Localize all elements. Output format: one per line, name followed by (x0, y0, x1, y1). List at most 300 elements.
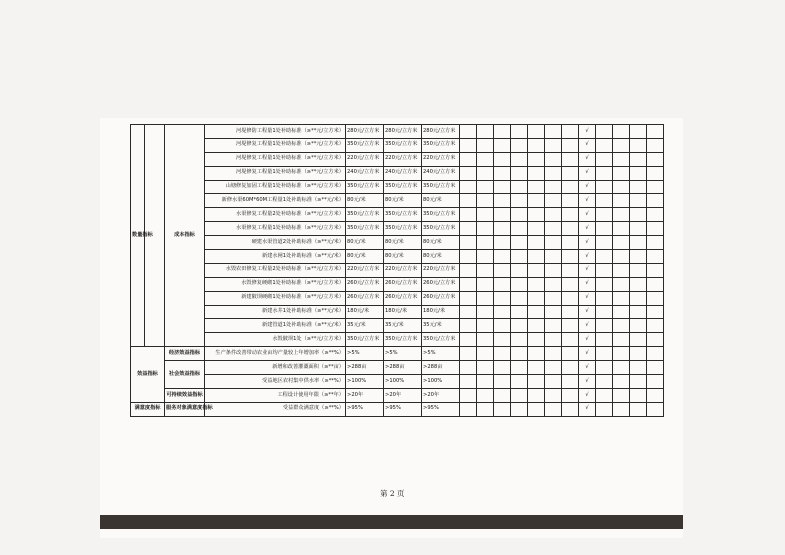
empty-cell (630, 361, 647, 375)
check-mark: √ (579, 236, 596, 250)
satisfaction-level2-label: 服务对象满意度指标 (165, 402, 205, 416)
empty-cell (647, 388, 664, 402)
empty-cell (647, 138, 664, 152)
empty-cell (494, 125, 511, 139)
indicator-name: 新建陂坝硬砌1处补助标准（≥**元/立方米） (205, 291, 346, 305)
empty-cell (596, 125, 613, 139)
empty-cell (460, 305, 477, 319)
empty-cell (460, 236, 477, 250)
empty-cell (511, 361, 528, 375)
actual-value: >288亩 (384, 361, 422, 375)
result-value: 80元/米 (422, 194, 460, 208)
empty-cell (477, 222, 494, 236)
empty-cell (511, 319, 528, 333)
empty-cell (528, 222, 545, 236)
empty-cell (613, 194, 630, 208)
check-mark: √ (579, 194, 596, 208)
empty-cell (460, 208, 477, 222)
empty-cell (494, 277, 511, 291)
empty-cell (596, 333, 613, 347)
empty-cell (545, 291, 562, 305)
target-value: 80元/米 (346, 250, 384, 264)
indicator-name: 受益群众满意度（≥**%） (205, 402, 346, 416)
actual-value: 350元/立方米 (384, 222, 422, 236)
empty-cell (562, 305, 579, 319)
empty-cell (460, 138, 477, 152)
table-row (131, 152, 664, 166)
empty-cell (545, 138, 562, 152)
empty-cell (647, 305, 664, 319)
check-mark: √ (579, 388, 596, 402)
empty-cell (528, 402, 545, 416)
actual-value: 350元/立方米 (384, 333, 422, 347)
empty-cell (494, 388, 511, 402)
empty-cell (528, 291, 545, 305)
empty-cell (511, 277, 528, 291)
table-row (131, 166, 664, 180)
empty-cell (630, 222, 647, 236)
empty-cell (511, 333, 528, 347)
empty-cell (647, 333, 664, 347)
empty-cell (477, 305, 494, 319)
actual-value: 80元/米 (384, 236, 422, 250)
empty-cell (630, 263, 647, 277)
empty-cell (460, 347, 477, 361)
actual-value: 260元/立方米 (384, 277, 422, 291)
empty-cell (596, 263, 613, 277)
empty-cell (613, 250, 630, 264)
empty-cell (596, 138, 613, 152)
actual-value: 80元/米 (384, 250, 422, 264)
empty-cell (596, 347, 613, 361)
empty-cell (630, 388, 647, 402)
empty-cell (545, 194, 562, 208)
check-mark: √ (579, 138, 596, 152)
empty-cell (613, 180, 630, 194)
empty-cell (596, 250, 613, 264)
check-mark: √ (579, 208, 596, 222)
empty-cell (511, 194, 528, 208)
empty-cell (511, 250, 528, 264)
actual-value: >100% (384, 375, 422, 389)
empty-cell (460, 152, 477, 166)
empty-cell (545, 263, 562, 277)
empty-cell (562, 347, 579, 361)
empty-cell (528, 347, 545, 361)
indicator-name: 水毁修复硬砌1处补助标准（≥**元/立方米） (205, 277, 346, 291)
empty-cell (494, 361, 511, 375)
empty-cell (596, 152, 613, 166)
empty-cell (477, 208, 494, 222)
empty-cell (647, 125, 664, 139)
empty-cell (630, 333, 647, 347)
check-mark: √ (579, 277, 596, 291)
empty-cell (630, 305, 647, 319)
empty-cell (460, 375, 477, 389)
empty-cell (528, 277, 545, 291)
empty-cell (460, 222, 477, 236)
empty-cell (511, 291, 528, 305)
empty-cell (477, 333, 494, 347)
empty-cell (477, 166, 494, 180)
indicator-name: 新建水闸1处补助标准（≥**元/米） (205, 250, 346, 264)
empty-cell (477, 152, 494, 166)
result-value: >20年 (422, 388, 460, 402)
empty-cell (647, 291, 664, 305)
empty-cell (460, 361, 477, 375)
actual-value: 280元/立方米 (384, 125, 422, 139)
table-row (131, 222, 664, 236)
result-value: >100% (422, 375, 460, 389)
table-row (131, 375, 664, 389)
indicator-name: 水渠修复工程量2处补助标准（≥**元/立方米） (205, 208, 346, 222)
empty-cell (613, 375, 630, 389)
table-row (131, 319, 664, 333)
empty-cell (562, 333, 579, 347)
empty-cell (494, 347, 511, 361)
result-value: 260元/立方米 (422, 277, 460, 291)
empty-cell (494, 194, 511, 208)
empty-cell (528, 236, 545, 250)
empty-cell (596, 194, 613, 208)
empty-cell (613, 166, 630, 180)
empty-cell (477, 291, 494, 305)
empty-cell (613, 263, 630, 277)
table-row (131, 194, 664, 208)
empty-cell (647, 222, 664, 236)
result-value: 350元/立方米 (422, 138, 460, 152)
table-row (131, 125, 664, 139)
empty-cell (596, 180, 613, 194)
empty-cell (528, 180, 545, 194)
empty-cell (630, 152, 647, 166)
empty-cell (494, 222, 511, 236)
empty-cell (528, 305, 545, 319)
empty-cell (596, 222, 613, 236)
empty-cell (460, 291, 477, 305)
empty-cell (477, 263, 494, 277)
empty-cell (562, 138, 579, 152)
target-value: 260元/立方米 (346, 277, 384, 291)
check-mark: √ (579, 180, 596, 194)
indicator-name: 河堤修复工程量1处补助标准（≥**元/立方米） (205, 138, 346, 152)
indicator-name: 水毁陂坝1处（≥**元/立方米） (205, 333, 346, 347)
empty-cell (562, 388, 579, 402)
indicator-name: 硬建水渠管道2处补助标准（≥**元/米） (205, 236, 346, 250)
target-value: 240元/立方米 (346, 166, 384, 180)
social-benefit-label: 社会效益指标 (165, 361, 205, 389)
empty-cell (630, 402, 647, 416)
empty-cell (630, 319, 647, 333)
empty-cell (647, 347, 664, 361)
empty-cell (647, 236, 664, 250)
empty-cell (545, 222, 562, 236)
table-row (131, 305, 664, 319)
check-mark: √ (579, 305, 596, 319)
check-mark: √ (579, 250, 596, 264)
indicator-name: 水毁农田修复工程量2处补助标准（≥**元/立方米） (205, 263, 346, 277)
indicator-name: 山塘修复加固工程量1处补助标准（≥**元/立方米） (205, 180, 346, 194)
empty-cell (511, 208, 528, 222)
empty-cell (596, 305, 613, 319)
table-row (131, 138, 664, 152)
empty-cell (477, 250, 494, 264)
empty-cell (562, 319, 579, 333)
empty-cell (511, 388, 528, 402)
table-row (131, 208, 664, 222)
table-row (131, 291, 664, 305)
empty-cell (562, 402, 579, 416)
target-value: 260元/立方米 (346, 291, 384, 305)
empty-cell (630, 138, 647, 152)
table-row (131, 388, 664, 402)
actual-value: 80元/米 (384, 194, 422, 208)
result-value: >288亩 (422, 361, 460, 375)
empty-cell (630, 347, 647, 361)
empty-cell (477, 375, 494, 389)
target-value: 80元/米 (346, 194, 384, 208)
target-value: >5% (346, 347, 384, 361)
target-value: >20年 (346, 388, 384, 402)
check-mark: √ (579, 375, 596, 389)
empty-cell (528, 388, 545, 402)
target-value: 35元/米 (346, 319, 384, 333)
empty-cell (494, 263, 511, 277)
actual-value: >20年 (384, 388, 422, 402)
result-value: 260元/立方米 (422, 291, 460, 305)
empty-cell (545, 347, 562, 361)
result-value: 280元/立方米 (422, 125, 460, 139)
sustainability-label: 可持续效益指标 (165, 388, 205, 402)
empty-cell (477, 138, 494, 152)
target-value: 350元/立方米 (346, 138, 384, 152)
indicator-name: 受益地区农村集中供水率（≥**%） (205, 375, 346, 389)
actual-value: 180元/米 (384, 305, 422, 319)
empty-cell (613, 208, 630, 222)
empty-cell (511, 222, 528, 236)
empty-cell (630, 277, 647, 291)
check-mark: √ (579, 291, 596, 305)
empty-cell (630, 166, 647, 180)
result-value: 350元/立方米 (422, 208, 460, 222)
actual-value: >95% (384, 402, 422, 416)
target-value: 220元/立方米 (346, 263, 384, 277)
empty-cell (613, 305, 630, 319)
target-value: 350元/立方米 (346, 222, 384, 236)
empty-cell (562, 152, 579, 166)
indicator-name: 河堤修复工程量1处补助标准（≥**元/立方米） (205, 166, 346, 180)
result-value: 220元/立方米 (422, 263, 460, 277)
empty-cell (630, 125, 647, 139)
empty-cell (562, 180, 579, 194)
actual-value: 350元/立方米 (384, 208, 422, 222)
empty-cell (528, 125, 545, 139)
empty-cell (647, 361, 664, 375)
empty-cell (528, 375, 545, 389)
empty-cell (494, 236, 511, 250)
empty-cell (613, 333, 630, 347)
empty-cell (630, 194, 647, 208)
empty-cell (613, 347, 630, 361)
empty-cell (460, 125, 477, 139)
check-mark: √ (579, 222, 596, 236)
empty-cell (528, 194, 545, 208)
empty-cell (460, 402, 477, 416)
empty-cell (460, 194, 477, 208)
table-row (131, 277, 664, 291)
table-row (131, 347, 664, 361)
target-value: 350元/立方米 (346, 180, 384, 194)
empty-cell (613, 291, 630, 305)
actual-value: 350元/立方米 (384, 138, 422, 152)
empty-cell (460, 319, 477, 333)
empty-cell (562, 375, 579, 389)
empty-cell (630, 291, 647, 305)
empty-cell (545, 388, 562, 402)
empty-cell (477, 402, 494, 416)
table-row (131, 402, 664, 416)
empty-cell (596, 319, 613, 333)
empty-cell (613, 361, 630, 375)
empty-cell (460, 166, 477, 180)
empty-cell (596, 208, 613, 222)
empty-cell (511, 375, 528, 389)
check-mark: √ (579, 402, 596, 416)
empty-cell (477, 277, 494, 291)
empty-cell (613, 138, 630, 152)
empty-cell (528, 250, 545, 264)
empty-cell (647, 375, 664, 389)
target-value: >100% (346, 375, 384, 389)
empty-cell (460, 180, 477, 194)
empty-cell (477, 361, 494, 375)
level2-cost-label: 成本指标 (165, 125, 205, 347)
empty-cell (494, 166, 511, 180)
empty-cell (477, 125, 494, 139)
table-row (131, 361, 664, 375)
empty-cell (545, 319, 562, 333)
actual-value: 35元/米 (384, 319, 422, 333)
empty-cell (562, 166, 579, 180)
empty-cell (494, 291, 511, 305)
indicator-name: 河堤修防工程量1处补助标准（≥**元/立方米） (205, 125, 346, 139)
level1-output-label: 数量指标 (131, 125, 145, 347)
table-row (131, 180, 664, 194)
empty-cell (545, 236, 562, 250)
performance-indicator-table (130, 124, 664, 417)
empty-cell (613, 152, 630, 166)
result-value: >95% (422, 402, 460, 416)
result-value: 35元/米 (422, 319, 460, 333)
empty-cell (545, 250, 562, 264)
target-value: 220元/立方米 (346, 152, 384, 166)
actual-value: 350元/立方米 (384, 180, 422, 194)
empty-cell (545, 208, 562, 222)
empty-cell (647, 263, 664, 277)
check-mark: √ (579, 333, 596, 347)
empty-cell (528, 166, 545, 180)
actual-value: 220元/立方米 (384, 263, 422, 277)
empty-cell (494, 375, 511, 389)
empty-cell (545, 402, 562, 416)
empty-cell (613, 236, 630, 250)
empty-cell (528, 138, 545, 152)
table-row (131, 236, 664, 250)
empty-cell (596, 361, 613, 375)
empty-cell (460, 250, 477, 264)
empty-cell (511, 305, 528, 319)
empty-cell (562, 277, 579, 291)
empty-cell (613, 277, 630, 291)
table-row (131, 333, 664, 347)
empty-cell (647, 166, 664, 180)
result-value: 180元/米 (422, 305, 460, 319)
empty-cell (477, 319, 494, 333)
empty-cell (545, 333, 562, 347)
empty-cell (460, 263, 477, 277)
empty-cell (596, 388, 613, 402)
actual-value: 260元/立方米 (384, 291, 422, 305)
empty-cell (562, 291, 579, 305)
empty-cell (562, 263, 579, 277)
table-row (131, 250, 664, 264)
satisfaction-level1-label: 满意度指标 (131, 402, 165, 416)
empty-cell (545, 277, 562, 291)
target-value: 180元/米 (346, 305, 384, 319)
empty-cell (613, 388, 630, 402)
check-mark: √ (579, 263, 596, 277)
empty-cell (647, 250, 664, 264)
empty-cell (511, 236, 528, 250)
empty-cell (613, 125, 630, 139)
empty-cell (460, 388, 477, 402)
empty-cell (613, 402, 630, 416)
empty-cell (511, 180, 528, 194)
empty-cell (494, 180, 511, 194)
empty-cell (647, 152, 664, 166)
empty-cell (647, 208, 664, 222)
indicator-name: 水渠修复工程量1处补助标准（≥**元/立方米） (205, 222, 346, 236)
empty-cell (545, 180, 562, 194)
result-value: >5% (422, 347, 460, 361)
empty-cell (562, 222, 579, 236)
indicator-name: 新建管道1处补助标准（≥**元/米） (205, 319, 346, 333)
empty-cell (528, 319, 545, 333)
empty-cell (562, 194, 579, 208)
target-value: 80元/米 (346, 236, 384, 250)
empty-cell (545, 166, 562, 180)
empty-cell (460, 333, 477, 347)
empty-cell (494, 152, 511, 166)
check-mark: √ (579, 125, 596, 139)
target-value: 350元/立方米 (346, 208, 384, 222)
empty-cell (477, 347, 494, 361)
scan-edge-shadow (100, 515, 683, 529)
indicator-name: 新增和改善灌溉面积（≥**亩） (205, 361, 346, 375)
result-value: 350元/立方米 (422, 222, 460, 236)
empty-cell (647, 194, 664, 208)
empty-cell (545, 361, 562, 375)
empty-cell (494, 402, 511, 416)
check-mark: √ (579, 319, 596, 333)
empty-cell (528, 263, 545, 277)
empty-cell (613, 222, 630, 236)
level1-benefit-label: 效益指标 (131, 347, 165, 403)
indicator-name: 河堤修复工程量1处补助标准（≥**元/立方米） (205, 152, 346, 166)
empty-cell (562, 361, 579, 375)
page-number: 第 2 页 (380, 489, 405, 498)
empty-cell (545, 125, 562, 139)
